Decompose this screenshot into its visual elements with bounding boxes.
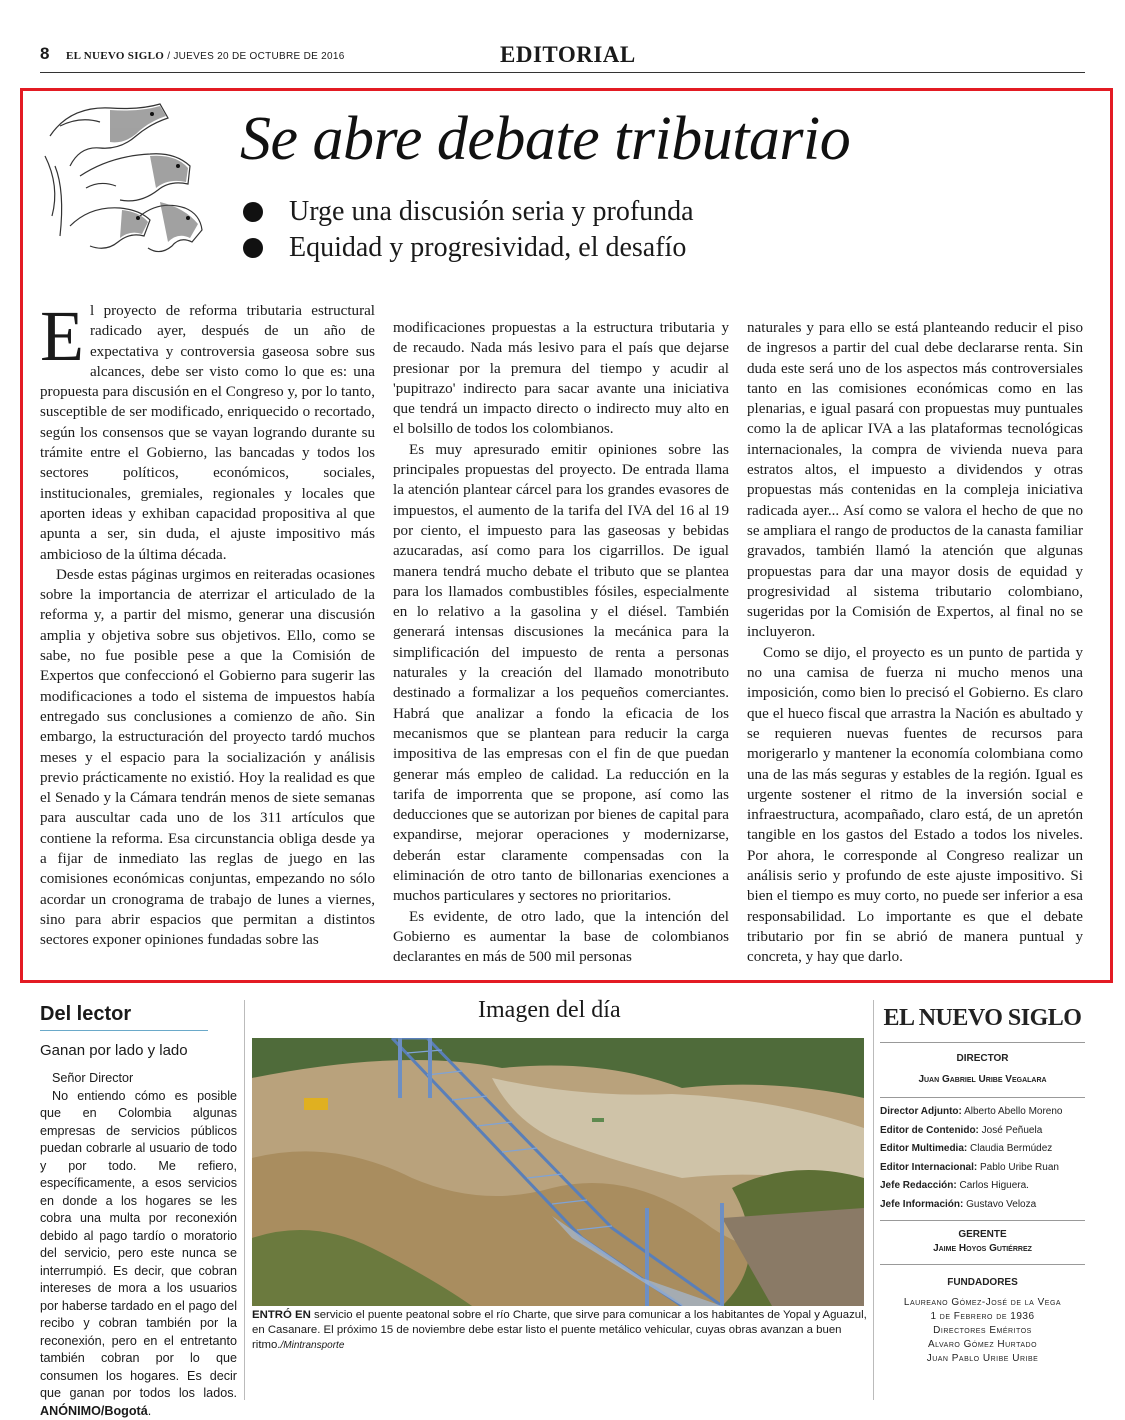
letter-greeting: Señor Director [40,1070,237,1088]
letter-text [40,1088,237,1420]
letter-headline: Ganan por lado y lado [40,1042,188,1059]
editorial-headline: Se abre debate tributario [240,104,850,175]
staff-box [880,1005,1085,1364]
drop-cap: E [40,307,84,365]
staff-roles-list [880,1103,1085,1214]
emeritos-label: Directores Eméritos [880,1325,1085,1336]
staff-role-row [880,1159,1085,1178]
staff-role: Editor de Contenido: [880,1125,979,1136]
subhead-2-text: Equidad y progresividad, el desafío [289,232,686,264]
photo-credit: /Mintransporte [280,1340,344,1351]
editorial-column-1 [40,301,375,951]
staff-role-row [880,1140,1085,1159]
column-divider [244,1000,245,1400]
staff-rule [880,1220,1085,1221]
letter-paragraph: No entiendo cómo es posible que en Colombia algunas empresas de servicios públicos puedan cobrarle al usuario de todo y por todo. Me refiero, específicamente, a esos servicios en donde a los hogares se les cobra una multa por reconexión debido al pago tardío o moratorio del servicio, pero este nunca se interrumpió. Es decir, que cobran intereses de mora a los usuarios por haberse tardado en el pago del recibo y cobran también por la reconexión, pero en el entretanto también cobran por lo que consumen los hogares. Es decir que ganan por todos los lados. [40,1089,237,1401]
header-divider [40,72,1085,73]
staff-role-name: Alberto Abello Moreno [964,1106,1062,1117]
letter-body [40,1070,237,1420]
staff-role-name: Claudia Bermúdez [970,1143,1052,1154]
director-name: Juan Gabriel Uribe Vegalara [880,1074,1085,1085]
staff-role: Jefe Redacción: [880,1180,957,1191]
paragraph: Como se dijo, el proyecto es un punto de partida y no una camisa de fuerza ni mucho menos una imposición, como bien lo precisó el Gobierno. Es claro que el hueco fiscal que arrastra la Nación es abultado y se requieren nuevas fuentes de recursos para morigerarlo y mantener la economía colombiana como una de las más seguras y estables de la región. Igual es urgente sostener el ritmo de la inversión social e infraestructura, acompañado, claro está, de un apretón tangible en los gastos del Estado a todos los niveles. Por ahora, le corresponde al Congreso realizar un análisis serio y profundo de este ajuste impositivo. Si bien el tiempo es muy corto, no puede ser inferior a esa responsabilidad. Lo importante es que el debate tributario por fin se abrió de manera puntual y concreta, y hay que darlo. [747,643,1083,968]
staff-role: Editor Multimedia: [880,1143,967,1154]
paragraph: Desde estas páginas urgimos en reiteradas ocasiones sobre la importancia de aterrizar el articulado de la reforma y, a partir del mismo, generar una discusión amplia y objetiva sobre sus objetivos. Ello, como se sabe, no fue posible pese a que la Comisión de Expertos que confeccionó el Gobierno para sugerir las modificaciones a todo el sistema de impuestos había entregado sus conclusiones a comienzo de año. Sin embargo, la estructuración del proyecto tardó muchos meses y el espacio para la socialización y análisis previo prácticamente no existió. Hoy la realidad es que el Senado y la Cámara tendrán menos de siete semanas para auscultar cada uno de los 311 artículos que contiene la reforma. Esa circunstancia obliga desde ya a fijar de inmediato las reglas de juego en las comisiones económicas conjuntas, empezando no sólo acordar un cronograma de trabajo de lunes a viernes, sino para abrir espacios que permitan a distintos sectores exponer opiniones fundadas sobre las [40,565,375,951]
staff-role-name: Pablo Uribe Ruan [980,1162,1059,1173]
staff-brand: EL NUEVO SIGLO [880,1005,1085,1032]
staff-role-name: José Peñuela [982,1125,1043,1136]
fundadores-label: FUNDADORES [880,1277,1085,1288]
staff-role-name: Gustavo Veloza [966,1199,1036,1210]
staff-role: Jefe Información: [880,1199,963,1210]
bridge-photo [252,1038,864,1306]
editorial-column-2 [393,318,729,968]
letters-title-rule [40,1030,208,1031]
bullet-icon [243,202,263,222]
issue-date: / JUEVES 20 DE OCTUBRE DE 2016 [164,51,344,62]
editorial-column-3 [747,318,1083,968]
staff-role-row [880,1196,1085,1215]
staff-rule [880,1264,1085,1265]
staff-role-row [880,1122,1085,1141]
letters-section-title: Del lector [40,1003,131,1026]
letter-signature-tail: . [148,1404,152,1418]
photo-caption [252,1308,867,1353]
staff-role: Director Adjunto: [880,1106,962,1117]
director-label: DIRECTOR [880,1053,1085,1064]
subhead-1 [243,196,694,228]
horses-logo-illustration [40,96,210,268]
paragraph: modificaciones propuestas a la estructura tributaria y de recaudo. Nada más lesivo para el país que dejarse presionar por la premura del tiempo y acudir al 'pupitrazo' indirecto para sacar avante una iniciativa que tendrá un impacto directo o indirecto muy alto en el bolsillo de todos los colombianos. [393,318,729,440]
subhead-1-text: Urge una discusión seria y profunda [289,196,694,228]
photo-section-title: Imagen del día [478,997,621,1024]
page-number: 8 [40,44,49,64]
masthead [66,50,345,62]
caption-text: servicio el puente peatonal sobre el río Charte, que sirve para comunicar a los habitantes de Yopal y Aguazul, en Casanare. El próximo 15 de noviembre debe estar listo el puente metálico vehicular, cuyas obras avanzan a buen ritmo. [252,1309,867,1351]
bullet-icon [243,238,263,258]
staff-role: Editor Internacional: [880,1162,977,1173]
emerito-1: Alvaro Gómez Hurtado [880,1339,1085,1350]
fundadores-names: Laureano Gómez-José de la Vega [880,1297,1085,1308]
paragraph: Es evidente, de otro lado, que la intención del Gobierno es aumentar la base de colombianos declarantes en más de 500 mil personas [393,907,729,968]
paragraph: Es muy apresurado emitir opiniones sobre las principales propuestas del proyecto. De entrada llama la atención plantear cárcel para los grandes evasores de impuestos, el aumento de la tarifa del IVA del 16 al 19 por ciento, el impuesto para las gaseosas y bebidas azucaradas, así como para los cigarrillos. De igual manera tendrá mucho debate el tributo que se plantea para los llamados combustibles fósiles, especialmente en lo relativo a la gasolina y el diésel. También generará intensas discusiones la mecánica para la simplificación del impuesto de renta a personas naturales y la creación del llamado monotributo destinado a formalizar a los pequeños comerciantes. Habrá que analizar a fondo la eficacia de los mecanismos que se plantean para reducir la carga impositiva de las empresas con el fin de que puedan generar más empleo de calidad. La reducción en la tarifa de imporrenta que se propone, así como las deducciones que se autorizan por bienes de capital para expandirse, mejorar operaciones y modernizarse, deberán estar claramente compensadas con la eliminación de otro tanto de billonarias exenciones a muchos particulares y sectores no prioritarios. [393,440,729,907]
column-divider [873,1000,874,1400]
staff-role-name: Carlos Higuera. [959,1180,1028,1191]
letter-signature: ANÓNIMO/Bogotá [40,1404,148,1418]
gerente-label: GERENTE [880,1229,1085,1240]
caption-lead: ENTRÓ EN [252,1309,311,1321]
staff-rule [880,1097,1085,1098]
fundacion-date: 1 de Febrero de 1936 [880,1311,1085,1322]
staff-rule [880,1042,1085,1043]
paragraph: naturales y para ello se está planteando reducir el piso de ingresos a partir del cual debe declararse renta. Sin duda este será uno de los aspectos más controversiales tanto en las comisiones económicas como en las plenarias, e igual pasará con propuestas muy puntuales como la de aplicar IVA a las plataformas tecnológicas internacionales, la compra de vivienda nueva para estratos altos, el impuesto a dividendos y otras propuestas más contenidas en la compleja iniciativa radicada ayer... Así como se valora el hecho de que no se ampliara el rango de productos de la canasta familiar gravados, también llamó la atención que algunas propuestas para dar una mayor dosis de equidad y progresividad al sistema tributario colombiano, sugeridas por la Comisión de Expertos, al final no se incluyeron. [747,318,1083,643]
staff-role-row [880,1177,1085,1196]
paper-name: EL NUEVO SIGLO [66,50,164,62]
emerito-2: Juan Pablo Uribe Uribe [880,1353,1085,1364]
staff-role-row [880,1103,1085,1122]
paragraph [40,301,375,565]
section-title: EDITORIAL [500,42,636,68]
paragraph-text: l proyecto de reforma tributaria estructural radicado ayer, después de un año de expectativa y controversia gaseosa sobre sus alcances, debe ser visto como lo que es: una propuesta para discusión en el Congreso y, por lo tanto, susceptible de ser modificado, enriquecido o recortado, según los consensos que se vayan logrando durante su trámite entre el Gobierno, las bancadas y todos los sectores políticos, económicos, sociales, institucionales, gremiales, regionales y locales que aporten ideas y exhiban capacidad propositiva al que apunta a ser, sin duda, el ajuste impositivo más ambicioso de la última década. [40,303,375,563]
gerente-name: Jaime Hoyos Gutiérrez [880,1243,1085,1254]
subhead-2 [243,232,686,264]
